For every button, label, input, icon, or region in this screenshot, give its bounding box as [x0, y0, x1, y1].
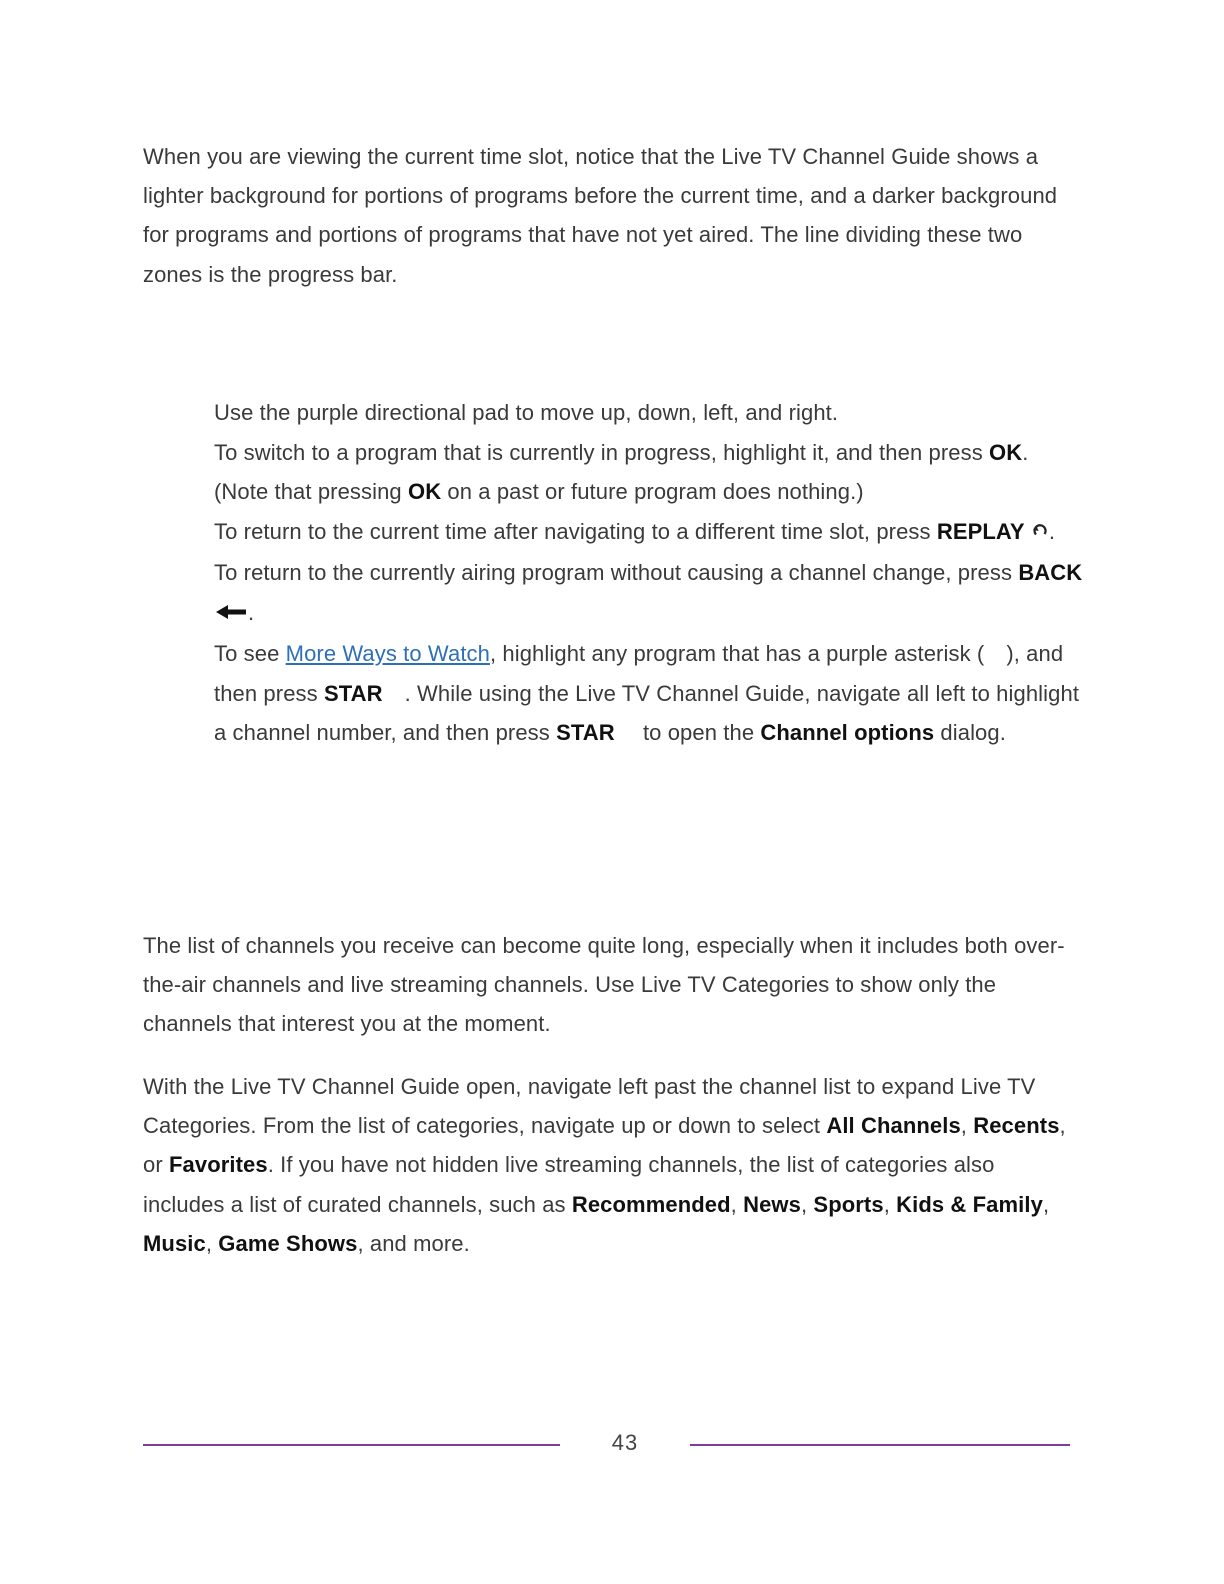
- list-item: To return to the currently airing program without causing a channel change, press BACK .: [214, 553, 1084, 634]
- guide-tips-list: [214, 393, 1084, 753]
- back-arrow-icon: [214, 594, 248, 634]
- page-number: 43: [611, 1430, 639, 1455]
- list-item: To return to the current time after navigating to a different time slot, press REPLAY .: [214, 512, 1084, 553]
- more-ways-to-watch-link[interactable]: More Ways to Watch: [285, 640, 490, 666]
- list-item: To see More Ways to Watch, highlight any program that has a purple asterisk ( ), and then press STAR . While using the Live TV Channel Guide, navigate all left to highlight a channel number, and then press STAR to open the Channel options dialog.: [214, 640, 1080, 746]
- list-item: Use the purple directional pad to move up, down, left, and right.: [214, 400, 839, 425]
- list-item: To switch to a program that is currently in progress, highlight it, and then press OK. (Note that pressing OK on a past or future program does nothing.): [214, 439, 1029, 505]
- paragraph-channel-list: The list of channels you receive can become quite long, especially when it includes both over-the-air channels and live streaming channels. Use Live TV Categories to show only the channels that interest you at the moment.: [143, 933, 1065, 1037]
- footer-rule-right: [690, 1444, 1070, 1446]
- footer-rule-left: [143, 1444, 560, 1446]
- paragraph-guide-progress: When you are viewing the current time slot, notice that the Live TV Channel Guide shows a lighter background for portions of programs before the current time, and a darker background for programs and portions of programs that have not yet aired. The line dividing these two zones is the progress bar.: [143, 144, 1058, 287]
- replay-icon: [1031, 513, 1049, 553]
- paragraph-live-tv-categories: With the Live TV Channel Guide open, navigate left past the channel list to expand Live TV Categories. From the list of categories, navigate up or down to select All Channels, Recents, or Favorites. If you have not hidden live streaming channels, the list of categories also includes a list of curated channels, such as Recommended, News, Sports, Kids & Family, Music, Game Shows, and more.: [143, 1074, 1066, 1256]
